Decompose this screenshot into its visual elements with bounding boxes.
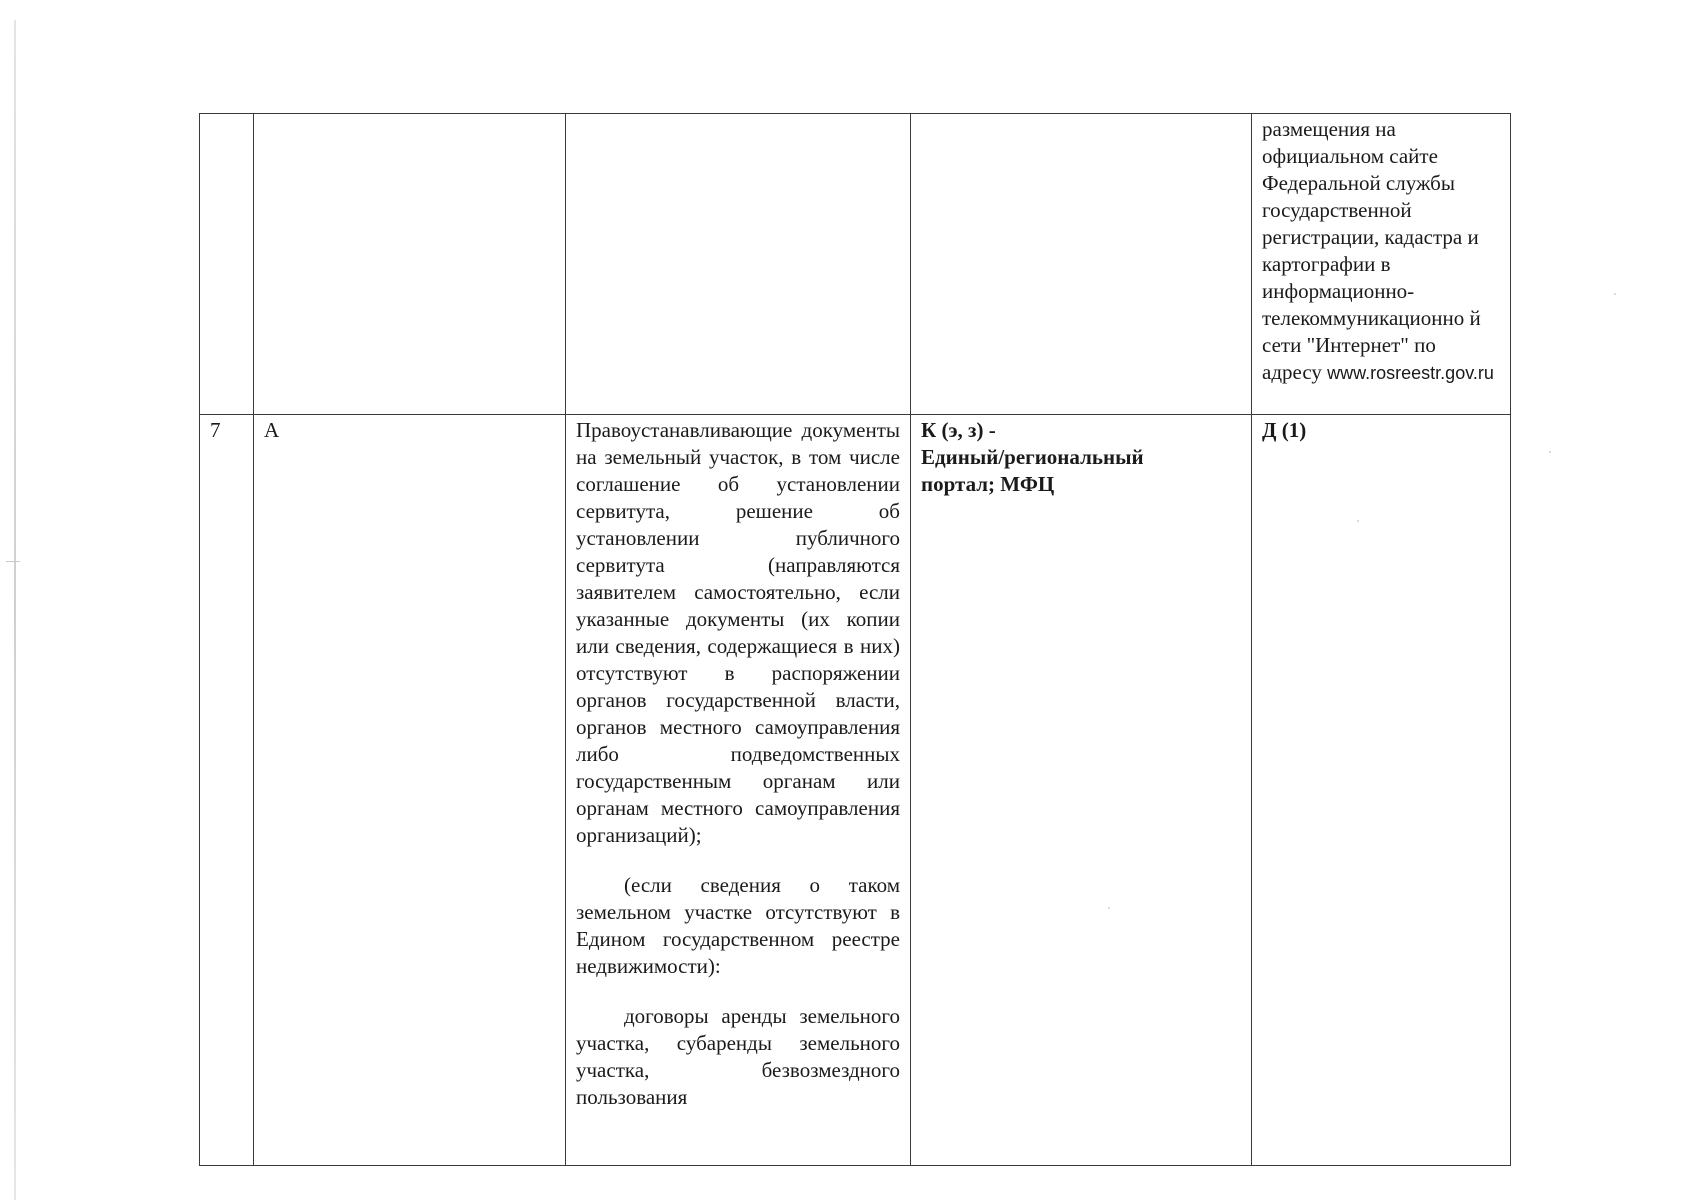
cell-method bbox=[911, 114, 1252, 415]
cell-number bbox=[200, 114, 254, 415]
table-row bbox=[200, 114, 1511, 415]
scan-dot-artifact bbox=[1614, 293, 1616, 295]
cell-code bbox=[254, 114, 566, 415]
scan-dot-artifact bbox=[1549, 451, 1551, 453]
scan-tick-artifact bbox=[6, 561, 20, 562]
method-line: Единый/региональный bbox=[921, 445, 1144, 469]
cell-method bbox=[911, 415, 1252, 1166]
documents-paragraph: договоры аренды земельного участка, субаренды земельного участка, безвозмездного пользования bbox=[576, 1004, 900, 1109]
continued-text: размещения на официальном сайте Федеральной службы государственной регистрации, кадастра и картографии в информационно-телекоммуникационно й сети "Интернет" по адресу bbox=[1262, 117, 1481, 384]
table-row bbox=[200, 415, 1511, 1166]
documents-paragraph: (если сведения о таком земельном участке отсутствуют в Едином государственном реестре недвижимости): bbox=[576, 873, 900, 978]
rosreestr-url: www.rosreestr.gov.ru bbox=[1327, 363, 1494, 383]
cell-documents bbox=[566, 415, 911, 1166]
method-line: портал; МФЦ bbox=[921, 472, 1055, 496]
cell-type: Д (1) bbox=[1252, 415, 1511, 1166]
document-table bbox=[199, 113, 1511, 1166]
scan-edge-artifact bbox=[14, 20, 16, 1200]
method-line: К (э, з) - bbox=[921, 418, 996, 442]
documents-paragraph: Правоустанавливающие документы на земельный участок, в том числе соглашение об установлении сервитута, решение об установлении публичного сервитута (направляются заявителем самостоятельно, если указанные документы (их копии или сведения, содержащиеся в них) отсутствуют в распоряжении органов государственной власти, органов местного самоуправления либо подведомственных государственным органам или органам местного самоуправления организаций); bbox=[576, 418, 900, 847]
cell-documents bbox=[566, 114, 911, 415]
cell-number: 7 bbox=[200, 415, 254, 1166]
cell-code: А bbox=[254, 415, 566, 1166]
cell-type-continued bbox=[1252, 114, 1511, 415]
